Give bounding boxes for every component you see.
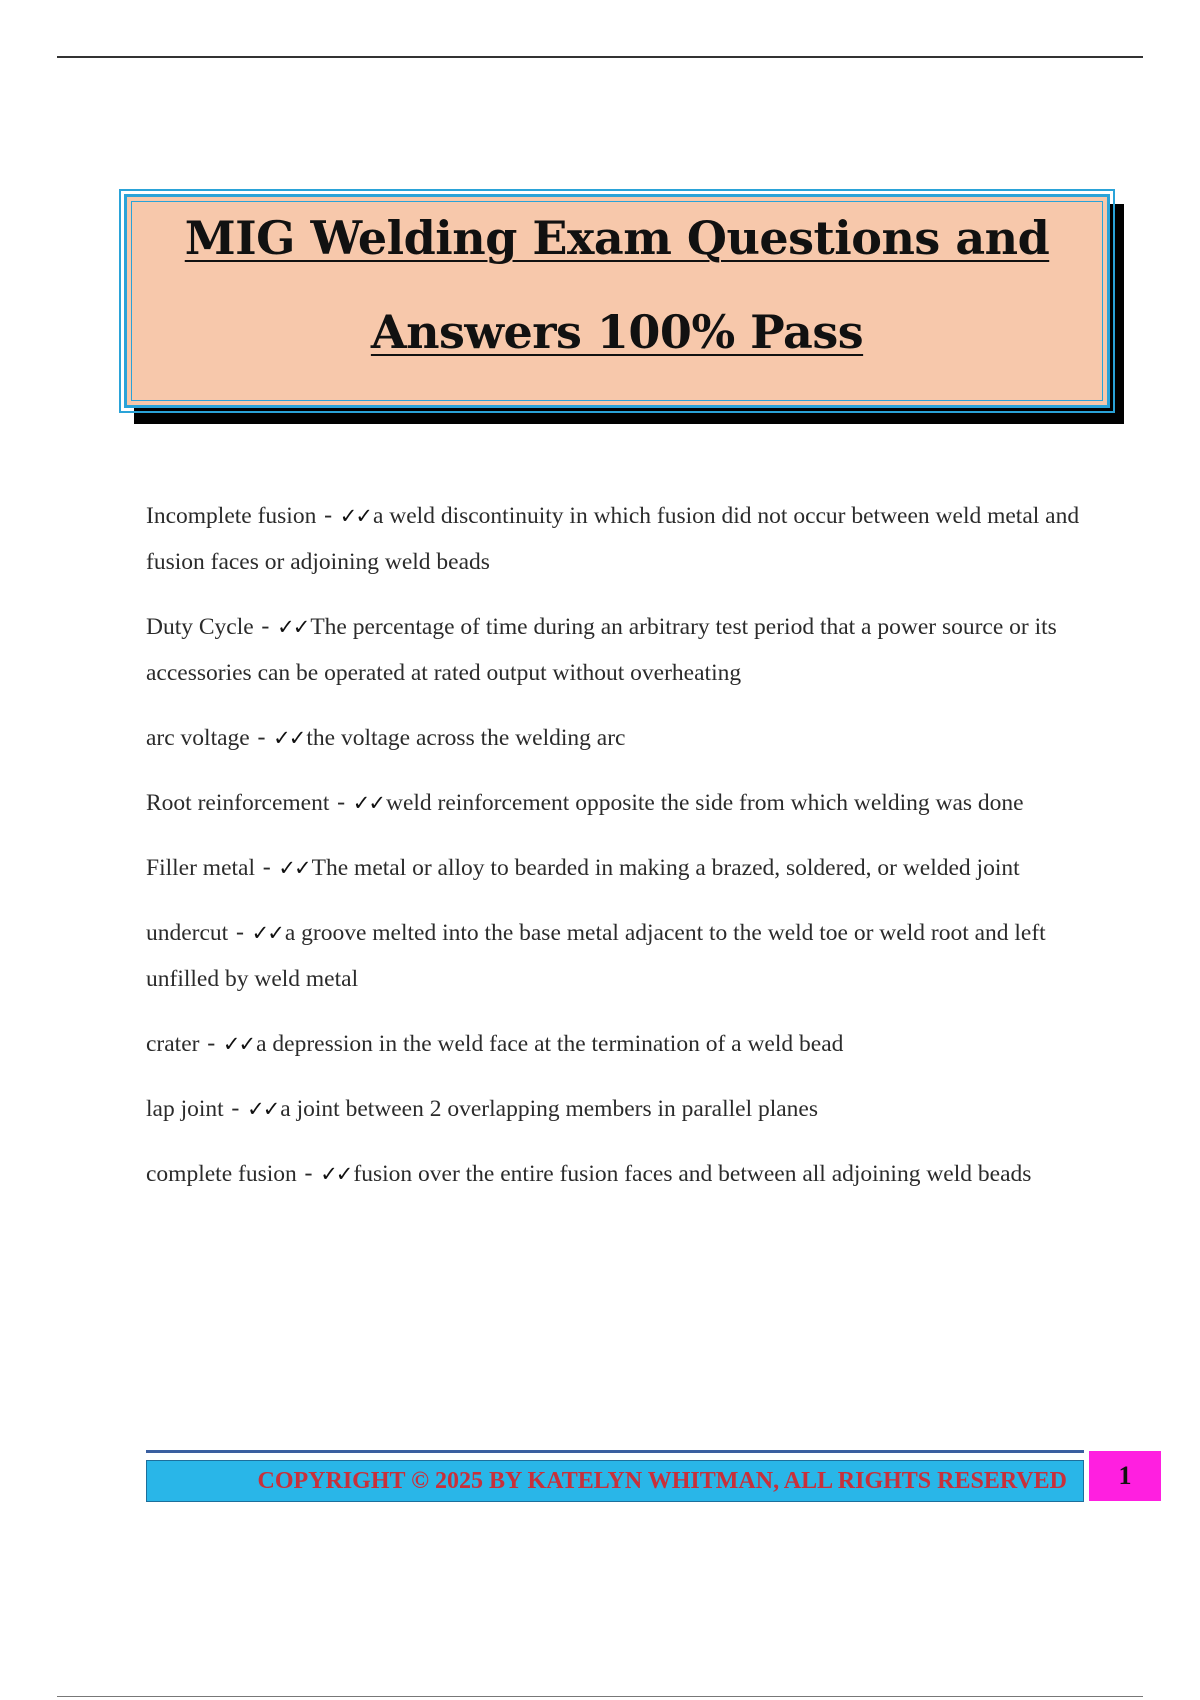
qa-separator: - — [199, 1029, 223, 1057]
page-number: 1 — [1089, 1451, 1161, 1501]
document-title-line-1: MIG Welding Exam Questions and — [184, 211, 1050, 265]
footer-divider — [146, 1450, 1084, 1453]
double-check-icon: ✓✓ — [352, 791, 384, 815]
double-check-icon: ✓✓ — [339, 504, 371, 528]
document-title-line-2: Answers 100% Pass — [370, 305, 864, 359]
qa-term: Filler metal — [146, 855, 255, 881]
qa-item — [146, 492, 1096, 585]
double-check-icon: ✓✓ — [320, 1162, 352, 1186]
qa-separator: - — [228, 918, 252, 946]
qa-term: Duty Cycle — [146, 614, 254, 640]
qa-definition: the voltage across the welding arc — [306, 725, 626, 751]
qa-definition: a groove melted into the base metal adjacent to the weld toe or weld root and left unfilled by weld metal — [146, 920, 1046, 992]
qa-separator: - — [253, 612, 278, 640]
qa-definition: a depression in the weld face at the termination of a weld bead — [256, 1031, 844, 1057]
double-check-icon: ✓✓ — [247, 1097, 279, 1121]
qa-definition: a joint between 2 overlapping members in parallel planes — [280, 1096, 819, 1122]
qa-separator: - — [316, 501, 340, 529]
qa-term: undercut — [146, 920, 229, 946]
qa-item — [146, 779, 1096, 826]
qa-item — [146, 714, 1096, 761]
qa-separator: - — [223, 1094, 248, 1122]
qa-term: complete fusion — [146, 1161, 297, 1187]
qa-term: arc voltage — [146, 725, 250, 751]
qa-item — [146, 603, 1096, 696]
qa-separator: - — [329, 788, 353, 816]
qa-definition: fusion over the entire fusion faces and between all adjoining weld beads — [353, 1161, 1032, 1187]
double-check-icon: ✓✓ — [222, 1032, 255, 1056]
qa-item — [146, 909, 1096, 1002]
qa-definition: a weld discontinuity in which fusion did not occur between weld metal and fusion faces or adjoining weld beads — [146, 503, 1080, 575]
double-check-icon: ✓✓ — [251, 921, 283, 945]
double-check-icon: ✓✓ — [273, 726, 305, 750]
qa-separator: - — [255, 853, 279, 881]
bottom-rule — [57, 1696, 1143, 1697]
copyright-footer: COPYRIGHT © 2025 BY KATELYN WHITMAN, ALL RIGHTS RESERVED — [146, 1460, 1084, 1502]
qa-term: lap joint — [146, 1096, 224, 1122]
qa-term: Root reinforcement — [146, 790, 330, 816]
qa-definition: The percentage of time during an arbitrary test period that a power source or its accessories can be operated at rated output without overheating — [146, 614, 1057, 686]
qa-item — [146, 1150, 1096, 1197]
qa-definition: weld reinforcement opposite the side from which welding was done — [386, 790, 1024, 816]
qa-term: crater — [146, 1031, 200, 1057]
qa-list — [146, 492, 1096, 1215]
qa-separator: - — [296, 1159, 321, 1187]
double-check-icon: ✓✓ — [278, 856, 310, 880]
top-rule — [57, 56, 1143, 58]
qa-definition: The metal or alloy to bearded in making a brazed, soldered, or welded joint — [311, 855, 1020, 881]
double-check-icon: ✓✓ — [277, 615, 309, 639]
qa-separator: - — [249, 723, 274, 751]
title-box — [124, 194, 1110, 408]
qa-term: Incomplete fusion — [146, 503, 317, 529]
qa-item — [146, 844, 1096, 891]
qa-item — [146, 1085, 1096, 1132]
qa-item — [146, 1020, 1096, 1067]
